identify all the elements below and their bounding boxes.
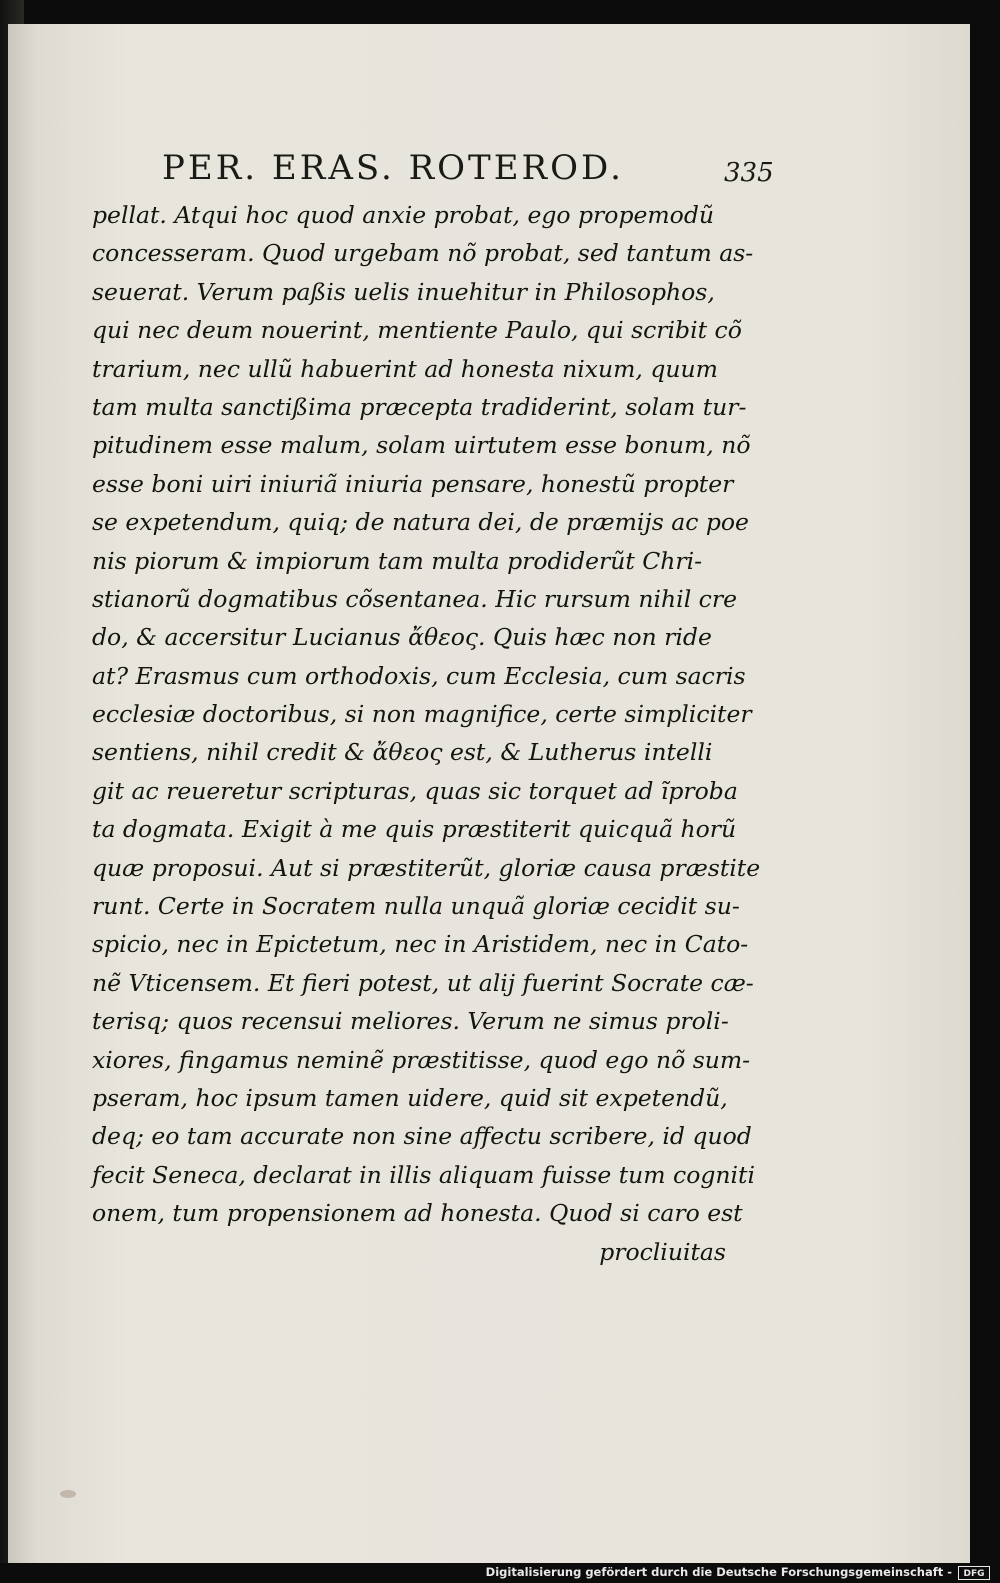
text-line: concesseram. Quod urgebam nõ probat, sed tantum as-: [92, 239, 754, 268]
text-line: pellat. Atqui hoc quod anxie probat, ego propemodũ: [92, 201, 715, 229]
text-line: spicio, nec in Epictetum, nec in Aristidem, nec in Cato-: [92, 930, 749, 959]
text-line: se expetendum, quiq; de natura dei, de præmijs ac poe: [92, 508, 749, 537]
text-line: trarium, nec ullũ habuerint ad honesta nixum, quum: [92, 354, 718, 383]
text-line: at? Erasmus cum orthodoxis, cum Ecclesia, cum sacris: [92, 661, 746, 690]
text-line: nis piorum & impiorum tam multa prodiderũt Chri-: [92, 546, 703, 575]
text-line: runt. Certe in Socratem nulla unquã gloriæ cecidit su-: [92, 892, 740, 921]
dfg-logo: DFG: [958, 1566, 990, 1580]
text-line: ta dogmata. Exigit à me quis præstiterit quicquã horũ: [92, 815, 737, 844]
page-header: [0, 148, 1000, 188]
text-line: terisq; quos recensui meliores. Verum ne simus proli-: [92, 1007, 729, 1036]
text-line: tam multa sanctißima præcepta tradiderint, solam tur-: [92, 392, 747, 421]
text-line: nẽ Vticensem. Et fieri potest, ut alij fuerint Socrate cæ-: [92, 968, 754, 997]
body-text: [92, 196, 772, 1271]
text-line: sentiens, nihil credit & ἄθεος est, & Lutherus intelli: [92, 738, 713, 767]
text-line: stianorũ dogmatibus cõsentanea. Hic rursum nihil cre: [92, 584, 737, 613]
footer-credit: Digitalisierung gefördert durch die Deutsche Forschungsgemeinschaft -: [485, 1565, 952, 1579]
ink-stain: [60, 1490, 76, 1498]
text-line: deq; eo tam accurate non sine affectu scribere, id quod: [92, 1122, 752, 1151]
text-line: qui nec deum nouerint, mentiente Paulo, qui scribit cõ: [92, 316, 742, 345]
text-line: fecit Seneca, declarat in illis aliquam fuisse tum cogniti: [92, 1160, 755, 1189]
text-line: xiores, fingamus neminẽ præstitisse, quod ego nõ sum-: [92, 1045, 751, 1074]
digitization-footer: [0, 1563, 1000, 1583]
text-line: pseram, hoc ipsum tamen uidere, quid sit expetendũ,: [92, 1083, 728, 1112]
text-line: esse boni uiri iniuriã iniuria pensare, honestũ propter: [92, 469, 734, 498]
text-line: ecclesiæ doctoribus, si non magnifice, certe simpliciter: [92, 700, 752, 729]
text-line: git ac reueretur scripturas, quas sic torquet ad ĩproba: [92, 776, 738, 805]
text-line: do, & accersitur Lucianus ἄθεος. Quis hæc non ride: [92, 623, 712, 652]
page-number: 335: [724, 158, 774, 188]
text-line: seuerat. Verum paßis uelis inuehitur in Philosophos,: [92, 277, 715, 306]
text-line: pitudinem esse malum, solam uirtutem esse bonum, nõ: [92, 431, 751, 460]
running-head: PER. ERAS. ROTEROD.: [162, 148, 624, 188]
text-line: onem, tum propensionem ad honesta. Quod si caro est: [92, 1199, 743, 1228]
text-line: quæ proposui. Aut si præstiterũt, gloriæ causa præstite: [92, 853, 761, 882]
catchword: procliuitas: [599, 1237, 726, 1266]
